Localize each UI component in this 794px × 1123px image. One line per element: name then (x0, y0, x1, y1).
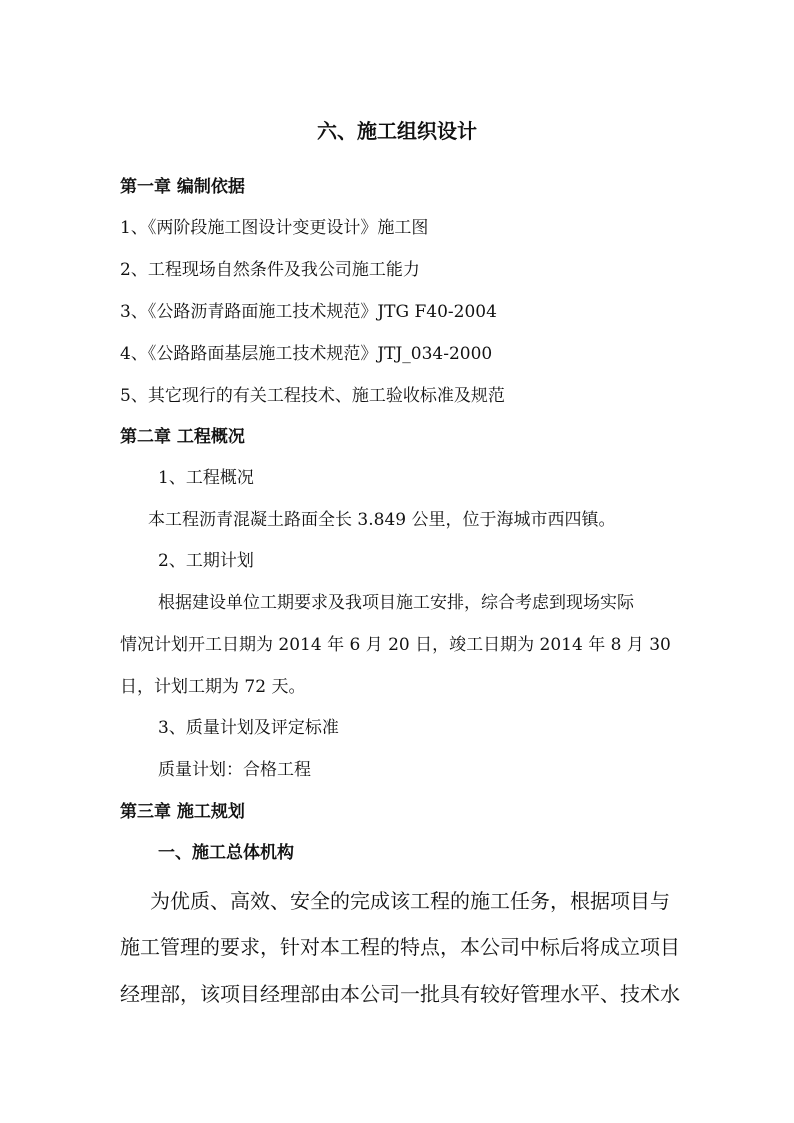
chapter2-para1: 本工程沥青混凝土路面全长 3.849 公里，位于海城市西四镇。 (148, 510, 616, 530)
chapter3-heading: 第三章 施工规划 (120, 802, 245, 822)
chapter2-sub3: 3、质量计划及评定标准 (158, 718, 339, 738)
chapter2-heading: 第二章 工程概况 (120, 427, 245, 447)
chapter1-item-5: 5、其它现行的有关工程技术、施工验收标准及规范 (120, 386, 505, 406)
chapter3-para-line3: 经理部，该项目经理部由本公司一批具有较好管理水平、技术水 (120, 982, 680, 1006)
chapter2-para2-line3: 日，计划工期为 72 天。 (120, 677, 306, 697)
chapter1-item-3: 3、《公路沥青路面施工技术规范》JTG F40-2004 (120, 302, 497, 322)
chapter3-para-line1: 为优质、高效、安全的完成该工程的施工任务，根据项目与 (150, 889, 670, 913)
chapter1-item-2: 2、工程现场自然条件及我公司施工能力 (120, 260, 420, 280)
page-title: 六、施工组织设计 (317, 119, 477, 143)
chapter2-sub2: 2、工期计划 (158, 551, 254, 571)
chapter1-heading: 第一章 编制依据 (120, 177, 245, 197)
chapter2-para2-line1: 根据建设单位工期要求及我项目施工安排，综合考虑到现场实际 (158, 593, 634, 613)
chapter3-para-line2: 施工管理的要求，针对本工程的特点，本公司中标后将成立项目 (120, 935, 680, 959)
chapter2-sub1: 1、工程概况 (158, 468, 254, 488)
chapter2-para2-line2: 情况计划开工日期为 2014 年 6 月 20 日，竣工日期为 2014 年 8 月 30 (120, 635, 671, 655)
chapter1-item-1: 1、《两阶段施工图设计变更设计》施工图 (120, 218, 429, 238)
chapter2-para3: 质量计划：合格工程 (158, 760, 311, 780)
chapter1-item-4: 4、《公路路面基层施工技术规范》JTJ_034-2000 (120, 344, 493, 364)
chapter3-section1: 一、施工总体机构 (158, 843, 294, 863)
